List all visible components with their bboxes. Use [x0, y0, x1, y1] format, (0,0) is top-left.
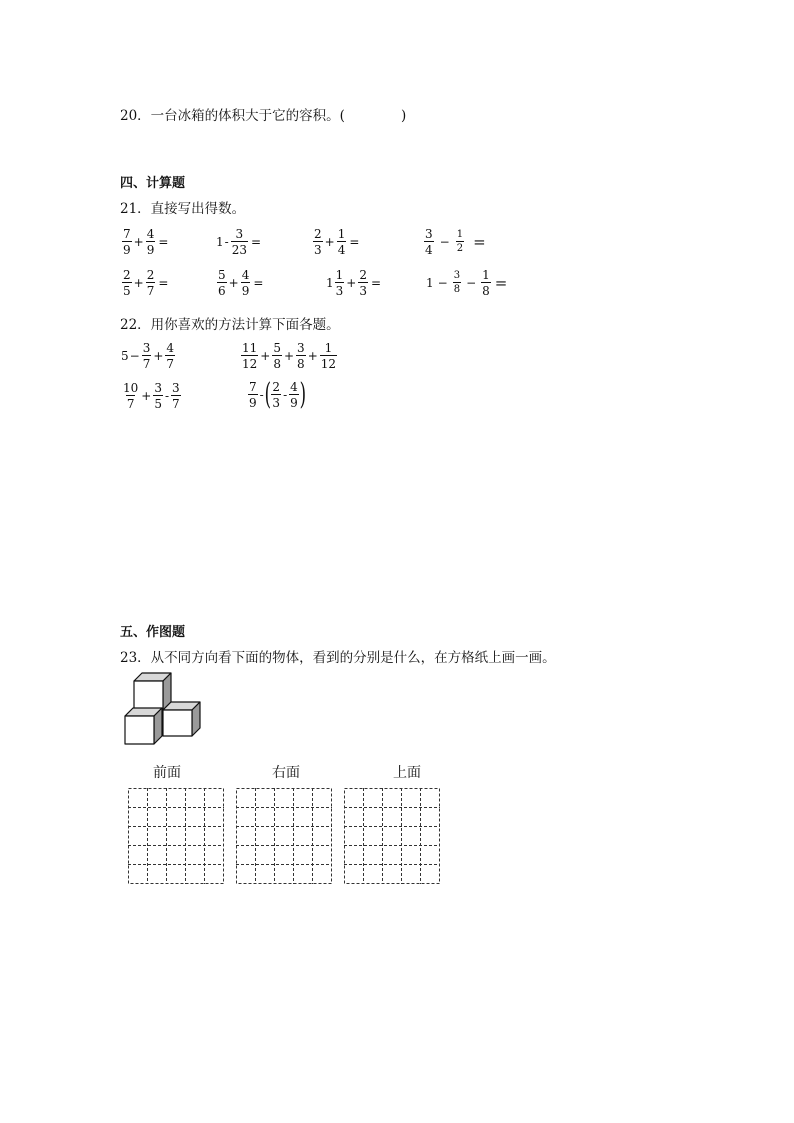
fraction: [146, 228, 156, 256]
right-parenthesis: ): [299, 377, 306, 412]
numerator: 1: [482, 268, 490, 282]
fraction: [358, 269, 368, 297]
numerator: 1: [456, 229, 464, 240]
denominator: 3: [359, 284, 367, 298]
label-front-view: 前面: [153, 765, 181, 781]
fraction: [313, 228, 323, 256]
equals-sign: =: [158, 276, 169, 290]
question-23-title: 23．从不同方向看下面的物体，看到的分别是什么，在方格纸上画一画。: [120, 650, 556, 666]
denominator: 8: [453, 284, 461, 295]
whole-number: 1: [426, 276, 434, 290]
denominator: 4: [337, 243, 346, 257]
fraction: [337, 228, 347, 256]
top-view-grid[interactable]: [344, 788, 441, 885]
numerator: 3: [425, 227, 433, 241]
front-view-grid[interactable]: [128, 788, 225, 885]
denominator: 7: [166, 357, 175, 371]
numerator: 3: [172, 381, 180, 395]
denominator: 3: [314, 243, 322, 257]
operator: +: [260, 349, 271, 363]
operator: -: [283, 388, 288, 402]
question-22-title: 22．用你喜欢的方法计算下面各题。: [120, 317, 340, 333]
fraction: [146, 269, 156, 297]
fraction: [231, 228, 248, 256]
q22-expr-2: [240, 342, 338, 370]
section-5-title: 五、作图题: [120, 625, 186, 640]
cube-front-face: [125, 716, 154, 744]
numerator: 4: [146, 227, 155, 241]
cube-front-face: [134, 681, 163, 710]
denominator: 12: [242, 357, 258, 371]
denominator: 5: [123, 284, 131, 298]
fraction: [289, 381, 299, 409]
whole-number: 1: [326, 276, 334, 290]
fraction: [296, 342, 306, 370]
denominator: 7: [142, 357, 151, 371]
denominator: 7: [146, 284, 155, 298]
numerator: 2: [359, 268, 367, 282]
q21-expr-7: [326, 269, 381, 297]
denominator: 12: [320, 357, 337, 371]
numerator: 2: [314, 227, 322, 241]
denominator: 7: [126, 397, 135, 411]
equals-sign: =: [253, 276, 264, 290]
operator: −: [437, 276, 448, 290]
fraction: [153, 382, 163, 410]
label-top-view: 上面: [393, 765, 421, 781]
equals-sign: =: [473, 232, 486, 251]
q21-expr-5: [121, 269, 168, 297]
equals-sign: =: [370, 276, 382, 290]
denominator: 23: [231, 243, 247, 257]
fraction: [171, 382, 181, 410]
q21-expr-8: [426, 269, 507, 297]
fraction: [217, 269, 227, 297]
left-parenthesis: (: [264, 377, 271, 412]
q22-expr-3: [121, 382, 182, 410]
denominator: 8: [273, 357, 281, 371]
numerator: 7: [123, 227, 131, 241]
question-20-text: 20．一台冰箱的体积大于它的容积。(: [120, 108, 345, 124]
whole-number: 1: [216, 235, 224, 249]
numerator: 5: [218, 268, 226, 282]
section-4-title: 四、计算题: [120, 176, 186, 191]
fraction: [456, 230, 464, 254]
equals-sign: =: [250, 235, 262, 249]
fraction: [122, 269, 132, 297]
denominator: 9: [241, 284, 250, 298]
operator: +: [307, 349, 318, 363]
numerator: 7: [249, 380, 257, 394]
fraction: [122, 382, 139, 410]
equals-sign: =: [494, 273, 508, 292]
fraction: [453, 271, 461, 295]
fraction: [271, 381, 281, 409]
denominator: 7: [172, 397, 180, 411]
operator: +: [133, 276, 144, 290]
numerator: 5: [273, 341, 281, 355]
denominator: 6: [218, 284, 226, 298]
numerator: 1: [335, 268, 344, 282]
cube-figure: [120, 670, 210, 746]
operator: −: [129, 349, 140, 363]
fraction: [481, 269, 491, 297]
numerator: 4: [166, 341, 175, 355]
equals-sign: =: [158, 235, 169, 249]
numerator: 3: [453, 270, 461, 281]
q21-expr-2: [216, 228, 261, 256]
operator: −: [439, 235, 450, 249]
operator: +: [228, 276, 239, 290]
operator: -: [164, 389, 170, 403]
operator: +: [153, 349, 164, 363]
fraction: [424, 228, 434, 256]
numerator: 1: [337, 227, 346, 241]
fraction: [165, 342, 175, 370]
numerator: 3: [297, 341, 305, 355]
operator: -: [259, 388, 264, 402]
operator: +: [133, 235, 144, 249]
fraction: [248, 381, 258, 409]
operator: +: [324, 235, 335, 249]
numerator: 3: [142, 341, 151, 355]
denominator: 3: [272, 396, 281, 410]
cube-front-face: [163, 710, 192, 736]
fraction: [122, 228, 132, 256]
question-20: [120, 104, 406, 124]
equals-sign: =: [349, 235, 360, 249]
numerator: 4: [241, 268, 250, 282]
numerator: 1: [324, 341, 333, 355]
fraction: [241, 269, 251, 297]
denominator: 8: [482, 284, 490, 298]
fraction: [272, 342, 282, 370]
numerator: 3: [154, 381, 162, 395]
q21-expr-3: [312, 228, 359, 256]
fraction: [241, 342, 258, 370]
right-view-grid[interactable]: [236, 788, 333, 885]
numerator: 3: [235, 227, 244, 241]
denominator: 4: [425, 243, 433, 257]
q22-expr-1: [121, 342, 176, 370]
fraction: [335, 269, 345, 297]
denominator: 9: [146, 243, 155, 257]
question-21-title: 21．直接写出得数。: [120, 201, 246, 217]
numerator: 2: [146, 268, 155, 282]
question-20-close-paren: ): [400, 108, 407, 124]
denominator: 9: [249, 396, 257, 410]
q22-expr-4: [247, 377, 306, 412]
denominator: 9: [290, 396, 298, 410]
q21-expr-1: [121, 228, 168, 256]
numerator: 2: [272, 380, 281, 394]
denominator: 8: [297, 357, 305, 371]
operator: +: [346, 276, 357, 290]
whole-number: 5: [121, 349, 129, 363]
label-right-view: 右面: [272, 765, 300, 781]
fraction: [320, 342, 337, 370]
numerator: 10: [123, 381, 139, 395]
numerator: 2: [123, 268, 131, 282]
denominator: 5: [154, 397, 162, 411]
operator: +: [283, 349, 295, 363]
operator: +: [141, 389, 152, 403]
operator: −: [466, 276, 477, 290]
denominator: 3: [335, 284, 344, 298]
denominator: 2: [456, 243, 464, 254]
operator: -: [224, 235, 229, 249]
denominator: 9: [123, 243, 131, 257]
q21-expr-4: [423, 228, 486, 256]
numerator: 4: [290, 380, 298, 394]
q21-expr-6: [216, 269, 263, 297]
numerator: 11: [242, 341, 258, 355]
fraction: [142, 342, 152, 370]
